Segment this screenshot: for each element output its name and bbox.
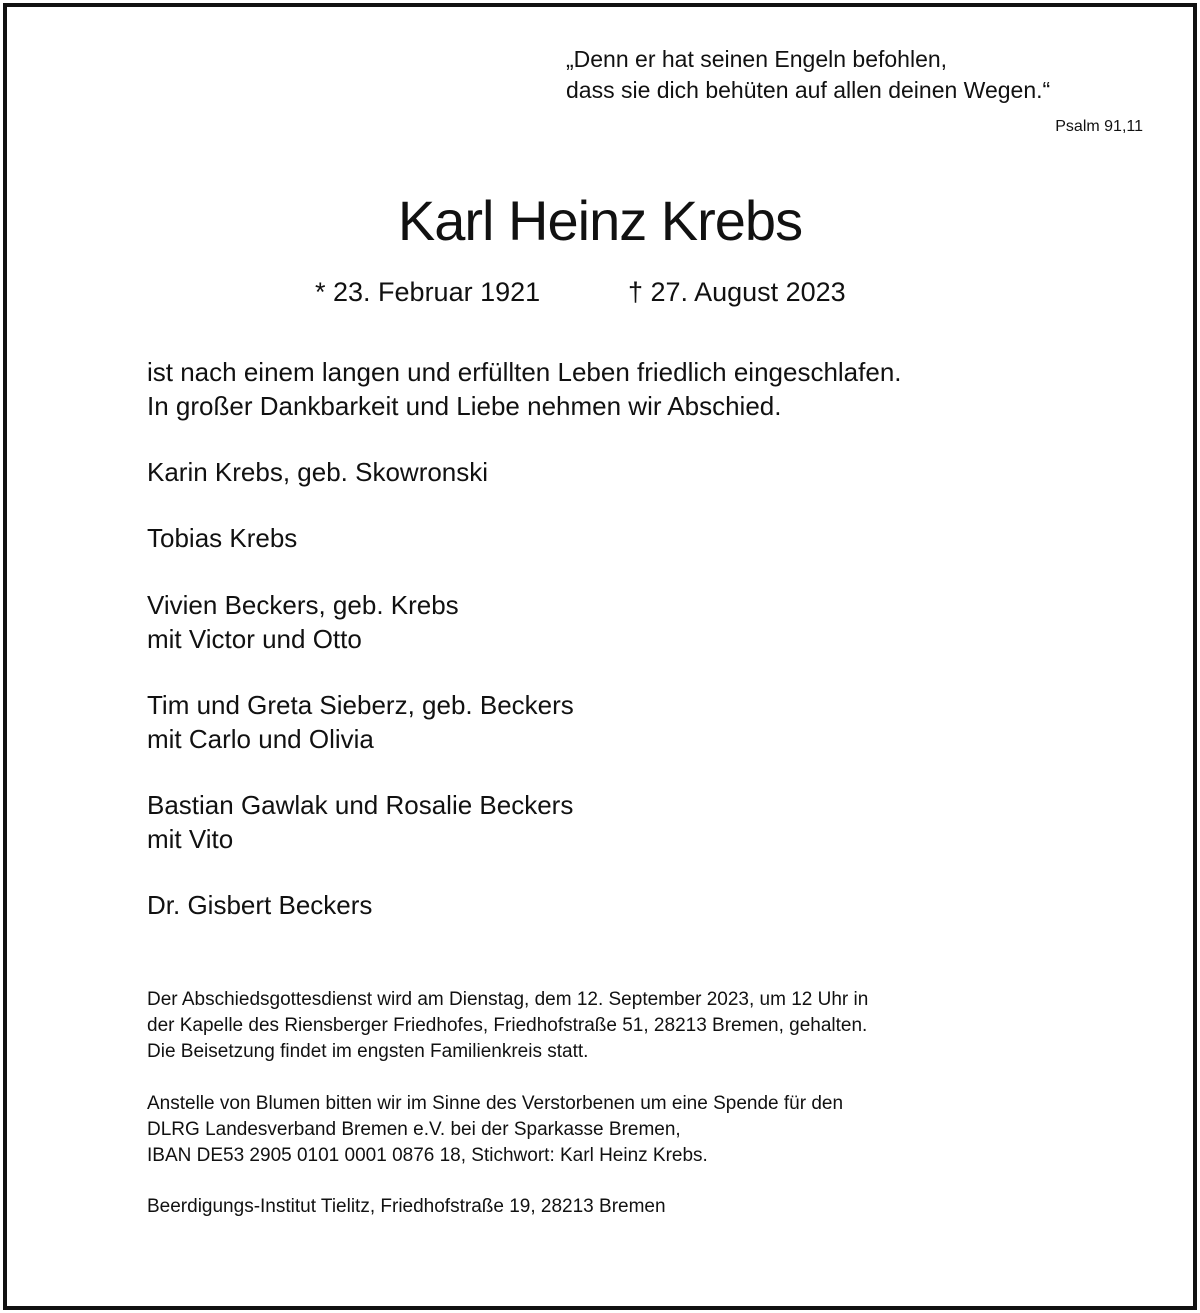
mourner-entry — [147, 888, 372, 922]
deceased-name: Karl Heinz Krebs — [397, 189, 803, 252]
mourner-entry — [147, 455, 488, 489]
donation-info — [147, 1091, 843, 1169]
mourner-name: Dr. Gisbert Beckers — [147, 890, 373, 920]
service-line-1: Der Abschiedsgottesdienst wird am Dienstag, dem 12. September 2023, um 12 Uhr in — [147, 989, 869, 1010]
intro-line-2: In großer Dankbarkeit und Liebe nehmen wir Abschied. — [147, 391, 782, 421]
mourner-children: mit Carlo und Olivia — [147, 724, 374, 754]
service-line-3: Die Beisetzung findet im engsten Familienkreis statt. — [147, 1041, 589, 1062]
quote-source: Psalm 91,11 — [1055, 118, 1143, 135]
mourner-name: Karin Krebs, geb. Skowronski — [147, 457, 489, 487]
undertaker-info: Beerdigungs-Institut Tielitz, Friedhofstraße 19, 28213 Bremen — [147, 1196, 666, 1217]
donation-line-1: Anstelle von Blumen bitten wir im Sinne des Verstorbenen um eine Spende für den — [147, 1093, 844, 1114]
mourner-entry — [147, 521, 297, 555]
birth-date: * 23. Februar 1921 — [315, 277, 541, 307]
donation-line-3: IBAN DE53 2905 0101 0001 0876 18, Stichwort: Karl Heinz Krebs. — [147, 1145, 708, 1166]
mourner-entry — [147, 688, 574, 756]
mourner-entry — [147, 788, 573, 856]
quote-line-2: dass sie dich behüten auf allen deinen Wegen.“ — [566, 77, 1051, 103]
quote-line-1: „Denn er hat seinen Engeln befohlen, — [566, 46, 948, 72]
mourner-name: Bastian Gawlak und Rosalie Beckers — [147, 790, 574, 820]
mourner-children: mit Victor und Otto — [147, 624, 362, 654]
mourner-entry — [147, 588, 459, 656]
mourner-name: Vivien Beckers, geb. Krebs — [147, 590, 459, 620]
mourner-name: Tim und Greta Sieberz, geb. Beckers — [147, 690, 574, 720]
service-info — [147, 987, 868, 1065]
service-line-2: der Kapelle des Riensberger Friedhofes, Friedhofstraße 51, 28213 Bremen, gehalten. — [147, 1015, 868, 1036]
psalm-quote — [566, 44, 1050, 106]
intro-line-1: ist nach einem langen und erfüllten Leben friedlich eingeschlafen. — [147, 357, 902, 387]
donation-line-2: DLRG Landesverband Bremen e.V. bei der Sparkasse Bremen, — [147, 1119, 681, 1140]
mourner-name: Tobias Krebs — [147, 523, 298, 553]
death-date: † 27. August 2023 — [628, 277, 846, 307]
intro-text — [147, 355, 902, 423]
mourner-children: mit Vito — [147, 824, 234, 854]
